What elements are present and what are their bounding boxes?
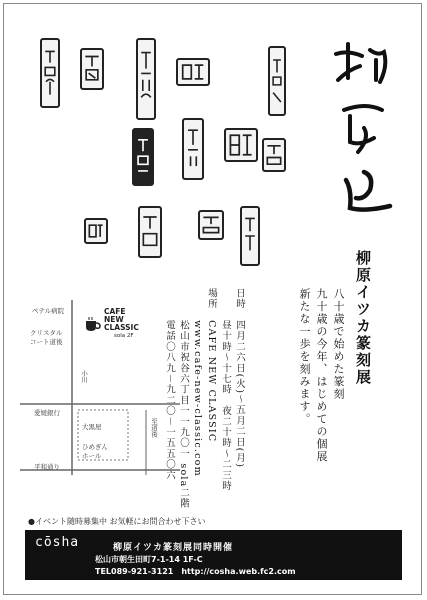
cafe-logo-line: CAFE xyxy=(104,307,126,316)
seal-11 xyxy=(84,218,108,244)
map-label-daikokuya: 大黒屋 xyxy=(82,423,102,431)
seal-4 xyxy=(176,58,210,86)
seal-6 xyxy=(132,128,154,186)
seal-8 xyxy=(224,128,258,162)
footer-address: 松山市朝生田町7-1-14 1F-C xyxy=(95,555,203,564)
event-notice: ●イベント随時募集中 お気軽にお問合わせ下さい xyxy=(28,517,206,526)
footer-event: 柳原イツカ篆刻展同時開催 xyxy=(113,543,234,553)
seal-12 xyxy=(198,210,224,240)
map-label-hall: ホール xyxy=(82,452,102,460)
map-label-stream: 小川 xyxy=(80,370,88,383)
seal-10 xyxy=(138,206,162,258)
seal-9 xyxy=(262,138,286,172)
info-hours: 昼十時～十七時 夜二十時～二三時 xyxy=(220,288,231,492)
map-label-himegin: ひめぎん xyxy=(82,443,108,451)
map-label-heiwa: 平和通り xyxy=(34,463,60,471)
cosha-logo: cōsha xyxy=(35,535,80,550)
seal-13 xyxy=(240,206,260,266)
seal-1 xyxy=(40,38,60,108)
seal-2 xyxy=(80,48,104,90)
map-label-ehime-bank: 愛媛銀行 xyxy=(34,409,60,417)
map-label-to-dogo: 至道後 xyxy=(150,418,158,438)
exhibition-title: 柳原イツカ篆刻展 xyxy=(354,250,372,386)
intro-line: 新たな一歩を刻みます。 xyxy=(298,288,311,426)
intro-line: 八十歳で始めた篆刻 xyxy=(332,288,345,401)
seal-7 xyxy=(182,118,204,180)
cafe-logo-line: CLASSIC xyxy=(104,323,139,332)
seal-3 xyxy=(136,38,156,120)
map-label-crystal: クリスタル xyxy=(30,329,63,337)
info-datetime: 日時 四月二六日(火)～五月二日(月) xyxy=(234,288,245,469)
cafe-logo-line: NEW xyxy=(104,315,124,324)
intro-line: 九十歳の今年、はじめての個展 xyxy=(315,288,328,463)
calligraphy-signature xyxy=(330,40,400,240)
cafe-logo xyxy=(104,308,139,340)
intro-text xyxy=(296,288,347,463)
map-label-court: コート道後 xyxy=(30,338,63,346)
cafe-floor: sola 2F xyxy=(114,333,134,339)
info-phone: 電話〇八九－九二〇－一五五〇六 xyxy=(164,288,175,481)
footer-banner xyxy=(25,530,402,580)
info-website: www.cafe-new-classic.com xyxy=(192,288,203,477)
info-venue: 場所 CAFE NEW CLASSIC xyxy=(206,288,217,443)
coffee-cup-icon xyxy=(84,316,102,332)
info-address: 松山市祝谷六丁目一一九〇一 sola二階 xyxy=(178,288,189,509)
footer-contact: TEL089-921-3121 http://cosha.web.fc2.com xyxy=(95,567,296,576)
seal-5 xyxy=(268,46,286,116)
calligraphy-text: 柳原イツカ xyxy=(330,239,335,240)
map-label-hospital: ペテル病院 xyxy=(32,307,65,315)
